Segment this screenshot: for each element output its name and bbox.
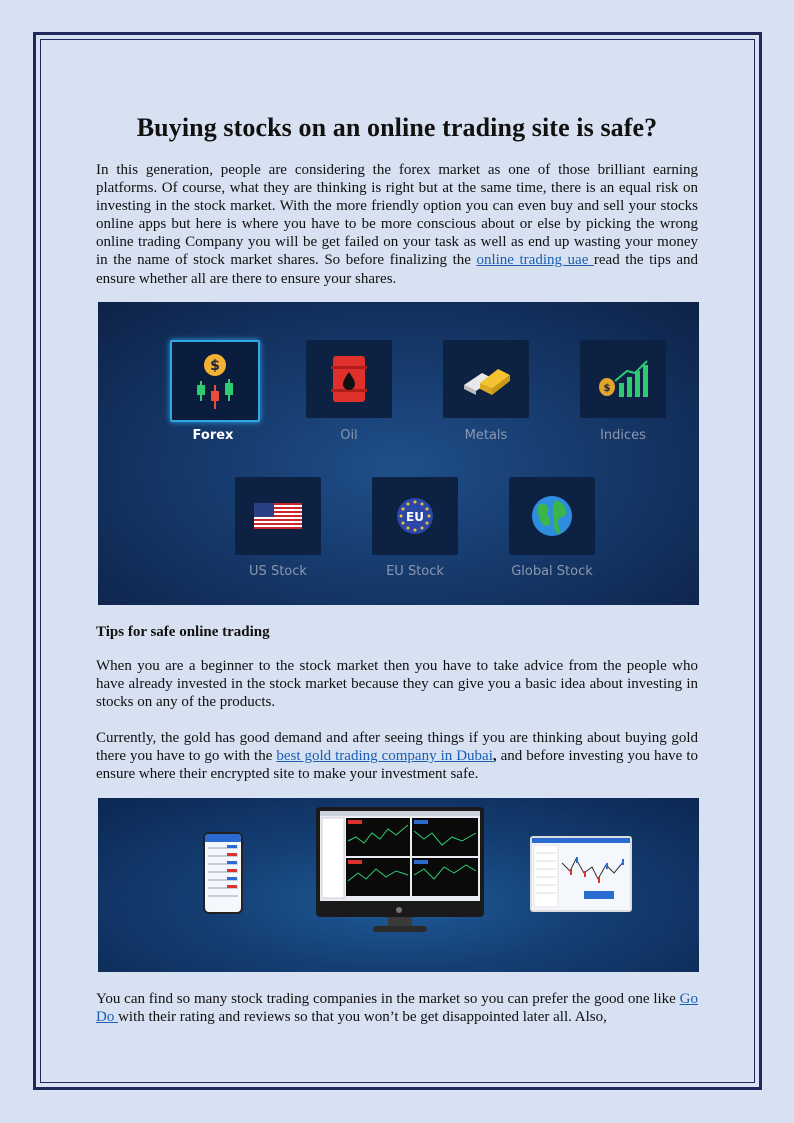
tablet-chart-screen	[532, 843, 630, 910]
globe-icon	[530, 494, 574, 538]
eu-flag-icon	[395, 496, 435, 536]
indices-chart-icon	[595, 359, 651, 399]
market-label-forex: Forex	[192, 428, 234, 443]
market-tile-indices	[580, 340, 666, 418]
market-label-global-stock: Global Stock	[511, 564, 593, 579]
trading-platforms-image	[98, 798, 699, 972]
companies-tail: with their rating and reviews so that you won’t be get disappointed later all. Also,	[118, 1009, 607, 1026]
market-tile-eu-stock	[372, 477, 458, 555]
best-gold-trading-link[interactable]: best gold trading company in Dubai	[276, 748, 493, 765]
gold-tail: and before investing you have to ensure where their encrypted site to make your investment safe.	[96, 748, 698, 783]
market-label-us-stock: US Stock	[249, 564, 307, 579]
market-tile-us-stock	[235, 477, 321, 555]
svg-text:EU: EU	[406, 510, 424, 524]
phone-quotes-list	[205, 842, 241, 908]
us-flag-icon	[254, 503, 302, 529]
online-trading-uae-link[interactable]: online trading uae	[476, 252, 594, 269]
intro-text: In this generation, people are considering the forex market as one of those brilliant earning platforms. Of course, what they are thinking is right but at the same time, there is an equal risk on investing in the stock market. With the more friendly option you can even buy and sell your stocks online apps but here is where you have to be more conscious about or else by picking the wrong online trading Company you will be get failed on your task as well as end up wasting your money in the name of stock market shares. So before finalizing the	[96, 162, 698, 269]
monitor-base	[373, 926, 427, 932]
market-label-metals: Metals	[464, 428, 508, 443]
markets-image	[98, 302, 699, 605]
market-label-eu-stock: EU Stock	[386, 564, 444, 579]
tablet-device	[530, 836, 632, 912]
svg-text:$: $	[603, 383, 611, 394]
gold-paragraph	[96, 729, 698, 783]
go-do-link[interactable]: Go Do	[96, 991, 698, 1026]
monitor-chart-screen	[320, 811, 480, 901]
forex-icon	[193, 351, 237, 411]
market-tile-forex	[170, 340, 260, 422]
page-title: Buying stocks on an online trading site is safe?	[136, 113, 658, 142]
svg-text:$: $	[210, 358, 220, 374]
gold-text: Currently, the gold has good demand and after seeing things if you are thinking about buying gold there you have to go with the	[96, 730, 698, 765]
beginner-paragraph: When you are a beginner to the stock market then you have to take advice from the people who have already invested in the stock market because they can give you a basic idea about investing in stocks on any of the products.	[96, 658, 698, 711]
gold-comma: ,	[492, 748, 497, 765]
tips-heading: Tips for safe online trading	[96, 624, 270, 640]
market-tile-oil	[306, 340, 392, 418]
desktop-monitor	[316, 807, 484, 917]
companies-paragraph	[96, 990, 698, 1026]
market-tile-global-stock	[509, 477, 595, 555]
intro-paragraph	[96, 161, 698, 288]
companies-text: You can find so many stock trading companies in the market so you can prefer the good one like	[96, 991, 680, 1007]
gold-bars-icon	[460, 359, 512, 399]
market-tile-metals	[443, 340, 529, 418]
phone-device	[203, 832, 243, 914]
market-label-indices: Indices	[600, 428, 646, 443]
intro-tail: read the tips and ensure whether all are there to ensure your shares.	[96, 252, 699, 287]
market-label-oil: Oil	[340, 428, 358, 443]
article	[96, 113, 698, 288]
oil-barrel-icon	[329, 354, 369, 404]
